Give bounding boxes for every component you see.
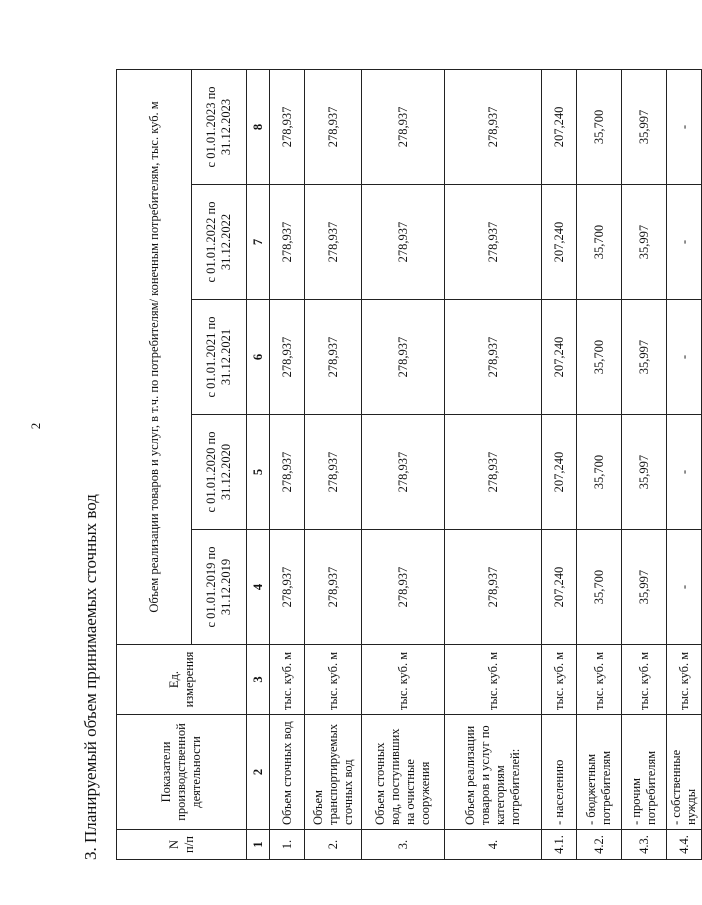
header-period: с 01.01.2019 по 31.12.2019 xyxy=(192,530,247,645)
row-indicator: Объем сточных вод, поступивших на очистные сооружения xyxy=(362,715,445,830)
row-value: 278,937 xyxy=(362,415,445,530)
row-value: 207,240 xyxy=(542,530,577,645)
row-unit: тыс. куб. м xyxy=(270,645,305,715)
row-indicator: - населению xyxy=(542,715,577,830)
table-row xyxy=(445,69,542,859)
column-number: 1 xyxy=(247,830,270,860)
column-number: 4 xyxy=(247,530,270,645)
row-value: 35,700 xyxy=(577,300,622,415)
row-value: 278,937 xyxy=(270,69,305,184)
column-number: 8 xyxy=(247,69,270,184)
header-indicator: Показатели производственной деятельности xyxy=(117,715,247,830)
row-value: 278,937 xyxy=(270,415,305,530)
row-indicator: Объем реализации товаров и услуг по категориям потребителей: xyxy=(445,715,542,830)
row-value: 278,937 xyxy=(270,185,305,300)
row-unit: тыс. куб. м xyxy=(362,645,445,715)
section-title: 3. Планируемый объем принимаемых сточных вод xyxy=(81,494,100,860)
row-value: - xyxy=(667,415,702,530)
row-value: 35,997 xyxy=(622,530,667,645)
row-value: 35,700 xyxy=(577,530,622,645)
row-value: 35,700 xyxy=(577,69,622,184)
row-value: 278,937 xyxy=(270,530,305,645)
row-value: 278,937 xyxy=(445,530,542,645)
row-unit: тыс. куб. м xyxy=(622,645,667,715)
row-value: 278,937 xyxy=(445,69,542,184)
column-number: 3 xyxy=(247,645,270,715)
row-number: 4.3. xyxy=(622,830,667,860)
header-num: N п/п xyxy=(117,830,247,860)
row-value: 278,937 xyxy=(305,69,362,184)
row-number: 4.4. xyxy=(667,830,702,860)
rotated-document-content xyxy=(80,60,698,860)
row-value: 278,937 xyxy=(305,300,362,415)
column-number: 5 xyxy=(247,415,270,530)
row-value: - xyxy=(667,185,702,300)
row-number: 1. xyxy=(270,830,305,860)
column-number: 2 xyxy=(247,715,270,830)
table-row xyxy=(305,69,362,859)
row-value: 278,937 xyxy=(445,300,542,415)
row-value: 278,937 xyxy=(362,530,445,645)
row-value: 35,700 xyxy=(577,415,622,530)
row-number: 2. xyxy=(305,830,362,860)
row-value: 278,937 xyxy=(305,185,362,300)
column-number: 7 xyxy=(247,185,270,300)
row-number: 3. xyxy=(362,830,445,860)
row-number: 4.1. xyxy=(542,830,577,860)
header-row-1 xyxy=(117,69,192,859)
row-value: 278,937 xyxy=(362,300,445,415)
row-value: 207,240 xyxy=(542,69,577,184)
header-period: с 01.01.2021 по 31.12.2021 xyxy=(192,300,247,415)
row-unit: тыс. куб. м xyxy=(577,645,622,715)
row-unit: тыс. куб. м xyxy=(445,645,542,715)
row-indicator: - бюджетным потребителям xyxy=(577,715,622,830)
row-value: - xyxy=(667,69,702,184)
header-period: с 01.01.2020 по 31.12.2020 xyxy=(192,415,247,530)
row-indicator: - собственные нужды xyxy=(667,715,702,830)
row-value: 278,937 xyxy=(445,415,542,530)
row-value: 35,997 xyxy=(622,300,667,415)
column-number: 6 xyxy=(247,300,270,415)
row-unit: тыс. куб. м xyxy=(667,645,702,715)
row-value: 278,937 xyxy=(445,185,542,300)
row-value: 207,240 xyxy=(542,415,577,530)
row-unit: тыс. куб. м xyxy=(542,645,577,715)
row-value: 278,937 xyxy=(305,415,362,530)
table-row xyxy=(542,69,577,859)
row-value: 278,937 xyxy=(305,530,362,645)
row-value: 35,997 xyxy=(622,185,667,300)
row-number: 4.2. xyxy=(577,830,622,860)
row-number: 4. xyxy=(445,830,542,860)
wastewater-volume-table xyxy=(116,69,702,860)
table-row xyxy=(622,69,667,859)
table-row xyxy=(667,69,702,859)
row-value: 207,240 xyxy=(542,300,577,415)
row-value: 278,937 xyxy=(270,300,305,415)
header-unit: Ед. измерения xyxy=(117,645,247,715)
row-value: 278,937 xyxy=(362,69,445,184)
table-row xyxy=(270,69,305,859)
row-indicator: Объем сточных вод xyxy=(270,715,305,830)
page-number: 2 xyxy=(28,422,43,430)
header-period: с 01.01.2022 по 31.12.2022 xyxy=(192,185,247,300)
row-indicator: - прочим потребителям xyxy=(622,715,667,830)
header-period: с 01.01.2023 по 31.12.2023 xyxy=(192,69,247,184)
row-value: - xyxy=(667,300,702,415)
column-number-row xyxy=(247,69,270,859)
row-value: 278,937 xyxy=(362,185,445,300)
row-value: 207,240 xyxy=(542,185,577,300)
table-row xyxy=(362,69,445,859)
row-value: 35,997 xyxy=(622,69,667,184)
row-indicator: Объем транспортируемых сточных вод xyxy=(305,715,362,830)
row-value: 35,997 xyxy=(622,415,667,530)
row-value: - xyxy=(667,530,702,645)
table-row xyxy=(577,69,622,859)
row-unit: тыс. куб. м xyxy=(305,645,362,715)
header-group: Объем реализации товаров и услуг, в т.ч. по потребителям/ конечным потребителям, тыс. куб. м xyxy=(117,69,192,644)
row-value: 35,700 xyxy=(577,185,622,300)
